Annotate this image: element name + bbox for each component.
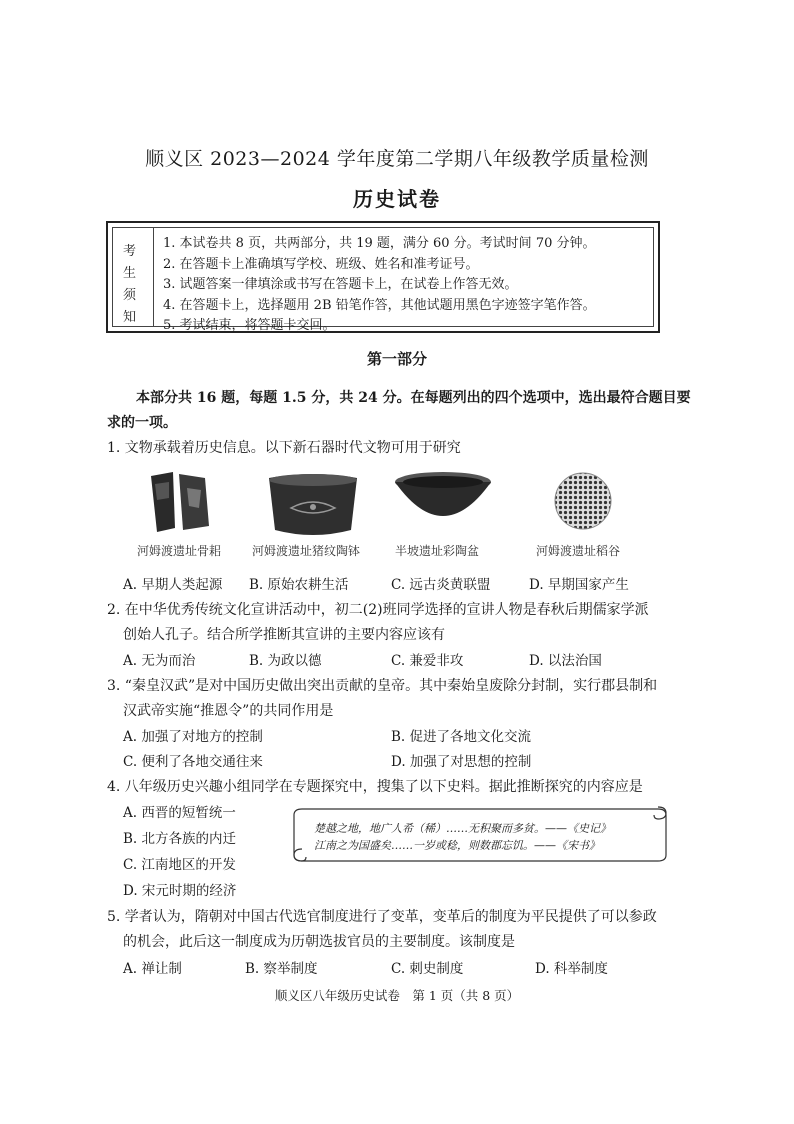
quote-shiji: 楚越之地，地广人希（稀）……无积聚而多贫。——《史记》: [314, 822, 611, 835]
notice-item: 2. 在答题卡上准确填写学校、班级、姓名和准考证号。: [163, 256, 479, 272]
question-5-option-b: B. 察举制度: [245, 961, 318, 977]
part-intro-cont: 求的一项。: [107, 415, 177, 431]
notice-item: 3. 试题答案一律填涂或书写在答题卡上，在试卷上作答无效。: [163, 277, 518, 292]
rice-grains-image: [553, 470, 613, 532]
question-5-stem: 5. 学者认为，隋朝对中国古代选官制度进行了变革，变革后的制度为平民提供了可以参政: [107, 909, 657, 925]
notice-label-char: 生: [123, 266, 137, 281]
notice-item: 1. 本试卷共 8 页，共两部分，共 19 题，满分 60 分。考试时间 70 分钟。: [163, 236, 596, 251]
question-3-option-d: D. 加强了对思想的控制: [391, 754, 532, 770]
page-footer: 顺义区八年级历史试卷 第 1 页（共 8 页）: [274, 988, 520, 1003]
notice-label: [113, 228, 154, 326]
question-1-option-b: B. 原始农耕生活: [249, 577, 349, 593]
question-2-stem-cont: 创始人孔子。结合所学推断其宣讲的主要内容应该有: [123, 627, 445, 643]
question-1-stem: 1. 文物承载着历史信息。以下新石器时代文物可用于研究: [107, 440, 461, 456]
image-caption: 河姆渡遗址猪纹陶钵: [252, 544, 361, 558]
image-caption: 河姆渡遗址稻谷: [536, 544, 621, 558]
question-5-stem-cont: 的机会，此后这一制度成为历朝选拔官员的主要制度。该制度是: [123, 934, 515, 950]
historical-quote-scroll: [292, 803, 668, 865]
painted-pottery-basin-image: [393, 470, 493, 532]
question-5-option-c: C. 刺史制度: [391, 961, 464, 977]
notice-item: 4. 在答题卡上，选择题用 2B 铅笔作答，其他试题用黑色字迹签字笔作答。: [163, 297, 596, 313]
question-1-option-c: C. 远古炎黄联盟: [391, 577, 491, 593]
notice-label-char: 须: [123, 288, 137, 303]
question-3-option-b: B. 促进了各地文化交流: [391, 729, 532, 745]
notice-item: 5. 考试结束，将答题卡交回。: [163, 318, 336, 333]
quote-songshu: 江南之为国盛矣……一岁或稔，则数郡忘饥。——《宋书》: [314, 839, 600, 852]
notice-label-char: 知: [123, 310, 137, 325]
notice-items: [163, 234, 596, 337]
question-2-option-b: B. 为政以德: [249, 653, 322, 669]
notice-label-char: 考: [123, 244, 137, 259]
exam-notice-box: [106, 221, 660, 333]
question-5-option-a: A. 禅让制: [123, 961, 182, 977]
question-3-option-c: C. 便利了各地交通往来: [123, 754, 263, 770]
question-2-stem: 2. 在中华优秀传统文化宣讲活动中，初二(2)班同学选择的宣讲人物是春秋后期儒家学派: [107, 602, 649, 618]
question-3-stem-cont: 汉武帝实施“推恩令”的共同作用是: [123, 703, 334, 719]
question-3-option-a: A. 加强了对地方的控制: [123, 729, 263, 745]
question-2-option-d: D. 以法治国: [529, 653, 602, 669]
question-2-option-c: C. 兼爱非攻: [391, 653, 464, 669]
question-2-option-a: A. 无为而治: [123, 653, 196, 669]
question-4-option-c: C. 江南地区的开发: [123, 857, 236, 873]
question-5-option-d: D. 科举制度: [535, 961, 608, 977]
bone-spade-image: [143, 468, 217, 536]
part-heading: 第一部分: [366, 350, 427, 368]
exam-subtitle: 历史试卷: [353, 187, 441, 211]
question-1-option-a: A. 早期人类起源: [123, 577, 223, 593]
exam-title: 顺义区 2023—2024 学年度第二学期八年级教学质量检测: [145, 148, 649, 170]
question-4-option-d: D. 宋元时期的经济: [123, 883, 237, 899]
image-caption: 河姆渡遗址骨耜: [137, 544, 222, 558]
question-1-option-d: D. 早期国家产生: [529, 577, 629, 593]
image-caption: 半坡遗址彩陶盆: [395, 544, 480, 558]
question-4-option-a: A. 西晋的短暂统一: [123, 805, 236, 821]
question-4-stem: 4. 八年级历史兴趣小组同学在专题探究中，搜集了以下史料。据此推断探究的内容应是: [107, 779, 643, 795]
question-4-option-b: B. 北方各族的内迁: [123, 831, 237, 847]
part-intro: 本部分共 16 题，每题 1.5 分，共 24 分。在每题列出的四个选项中，选出最符合题目要: [136, 390, 691, 406]
question-3-stem: 3. “秦皇汉武”是对中国历史做出突出贡献的皇帝。其中秦始皇废除分封制，实行郡县制和: [107, 678, 658, 694]
pig-pottery-bowl-image: [265, 470, 361, 540]
